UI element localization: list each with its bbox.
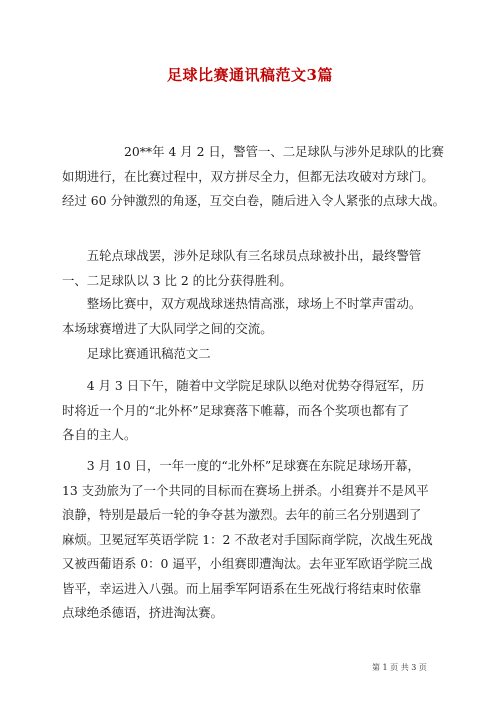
text-line: 麻烦。卫冕冠军英语学院 1：2 不敌老对手国际商学院，次战生死战 <box>62 531 433 547</box>
text-line: 足球比赛通讯稿范文二 <box>62 346 211 361</box>
page-footer: 第 1 页 共 3 页 <box>372 663 427 672</box>
text-line: 浪静，特别是最后一轮的争夺甚为激烈。去年的前三名分别遇到了 <box>62 507 422 522</box>
text-line: 一、二足球队以 3 比 2 的比分获得胜利。 <box>62 272 292 288</box>
text-line: 3 月 10 日，一年一度的“北外杯”足球赛在东院足球场开幕， <box>62 458 420 473</box>
text-line: 时将近一个月的“北外杯”足球赛落下帷幕，而各个奖项也都有了 <box>62 402 410 418</box>
text-line: 皆平，幸运进入八强。而上届季军阿语系在生死战行将结束时依靠 <box>62 580 422 596</box>
text-line: 各自的主人。 <box>62 427 137 442</box>
text-line: 如期进行，在比赛过程中，双方拼尽全力，但都无法攻破对方球门。 <box>62 168 434 184</box>
section-heading <box>62 342 438 367</box>
paragraph-2 <box>62 244 438 293</box>
text-line: 整场比赛中，双方观战球迷热情高涨，球场上不时掌声雷动。 <box>62 296 422 311</box>
paragraph-4 <box>62 374 438 448</box>
text-line: 经过 60 分钟激烈的角逐，互交白卷，随后进入令人紧张的点球大战。 <box>62 193 445 208</box>
paragraph-1 <box>62 140 445 214</box>
text-line: 13 支劲旅为了一个共同的目标而在赛场上拼杀。小组赛并不是风平 <box>62 482 429 498</box>
text-line: 又被西葡语系 0：0 逼平，小组赛即遭淘汰。去年亚军欧语学院三战 <box>62 556 433 571</box>
text-line: 五轮点球战罢，涉外足球队有三名球员点球被扑出，最终警管 <box>62 248 422 263</box>
text-line: 4 月 3 日下午，随着中文学院足球队以绝对优势夺得冠军，历 <box>62 378 425 393</box>
text-line: 20**年 4 月 2 日，警管一、二足球队与涉外足球队的比赛 <box>62 144 444 159</box>
text-line: 本场球赛增进了大队同学之间的交流。 <box>62 320 273 336</box>
paragraph-5 <box>62 454 438 626</box>
text-line: 点球绝杀德语，挤进淘汰赛。 <box>62 605 224 620</box>
page-title: 足球比赛通讯稿范文3篇 <box>167 66 333 84</box>
paragraph-3 <box>62 292 438 341</box>
